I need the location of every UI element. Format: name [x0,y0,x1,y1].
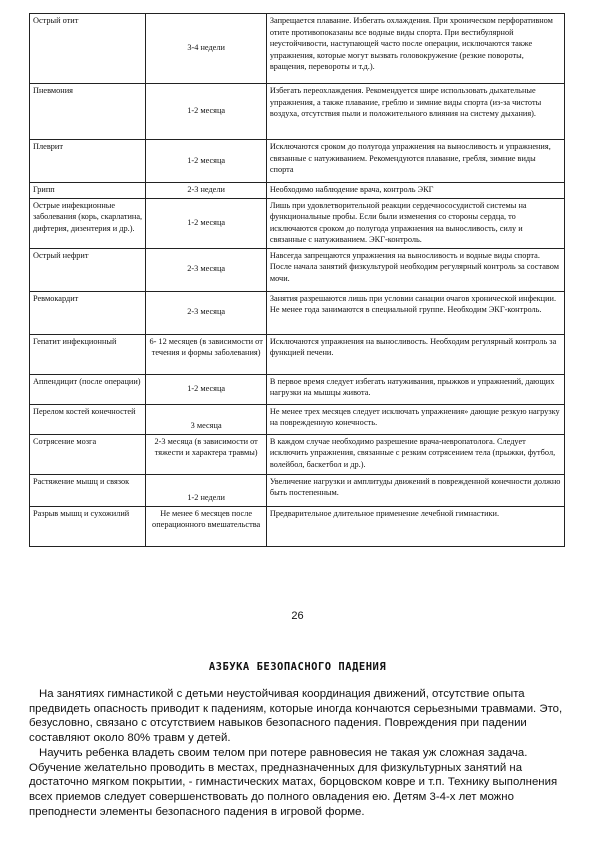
disease-cell: Ревмокардит [30,291,146,334]
table-row [30,183,565,199]
recovery-table [29,13,565,547]
disease-cell: Перелом костей конечностей [30,404,146,434]
table-row [30,248,565,291]
table-row [30,84,565,140]
disease-cell: Пневмония [30,84,146,140]
table-row [30,506,565,546]
disease-cell: Гепатит инфекционный [30,334,146,374]
paragraph: На занятиях гимнастикой с детьми неустойчивая координация движений, отсутствие опыта предвидеть опасность приводит к падениям, которые иногда кончаются серьезными травмами. Это, безусловно, связано с отсутствием навыков безопасного падения. Повреждения при падении составляют около 80% травм у детей. [29,688,563,745]
disease-cell: Острый отит [30,14,146,84]
recommendation-cell: Лишь при удовлетворительной реакции сердечнососудистой системы на функциональные пробы. Если были изменения со стороны сердца, то исключаются сроком до полугода упражнения на выносливость, силу и связанные с натуживанием. ЭКГ-контроль. [266,198,564,248]
duration-cell: 3-4 недели [146,14,266,84]
disease-cell: Плеврит [30,140,146,183]
duration-cell: 2-3 месяца [146,291,266,334]
recommendation-cell: В первое время следует избегать натуживания, прыжков и упражнений, дающих нагрузки на мышцы живота. [266,374,564,404]
recommendation-cell: Избегать переохлаждения. Рекомендуется шире использовать дыхательные упражнения, а также плавание, греблю и зимние виды спорта (из-за чистоты воздуха, отсутствия пыли и положительного влияния на систему дыхания). [266,84,564,140]
recommendation-cell: Увеличение нагрузки и амплитуды движений в поврежденной конечности должно быть постепенным. [266,474,564,506]
duration-cell: Не менее 6 месяцев после операционного вмешательства [146,506,266,546]
duration-cell: 1-2 месяца [146,140,266,183]
recommendation-cell: Занятия разрешаются лишь при условии санации очагов хронической инфекции. Не менее года занимаются в специальной группе. Необходим ЭКГ-контроль. [266,291,564,334]
disease-cell: Острый нефрит [30,248,146,291]
table-row [30,474,565,506]
duration-cell: 1-2 месяца [146,198,266,248]
table-row [30,140,565,183]
duration-cell: 2-3 недели [146,183,266,199]
section-body [29,687,572,819]
table-row [30,374,565,404]
duration-cell: 3 месяца [146,404,266,434]
recommendation-cell: В каждом случае необходимо разрешение врача-невропатолога. Следует исключить упражнения, связанные с резким сотрясением тела (прыжки, футбол, волейбол, баскетбол и др.). [266,434,564,474]
duration-cell: 1-2 месяца [146,374,266,404]
table-row [30,434,565,474]
table-row [30,404,565,434]
disease-cell: Растяжение мышц и связок [30,474,146,506]
table-row [30,14,565,84]
recommendation-cell: Запрещается плавание. Избегать охлаждения. При хроническом перфоративном отите противопоказаны все водные виды спорта. При вестибулярной неустойчивости, наступающей часто после операции, исключаются также упражнения, которые могут вызвать головокружение (резкие повороты, вращения, перевороты и т.д.). [266,14,564,84]
duration-cell: 2-3 месяца [146,248,266,291]
paragraph: Научить ребенка владеть своим телом при потере равновесия не такая уж сложная задача. Обучение желательно проводить в местах, предназначенных для физкультурных занятий на достаточно мягком покрытии, - гимнастических матах, борцовском ковре и т.п. Технику выполнения всех приемов следует совершенствовать до полного овладения ею. Детям 3-4-х лет можно преподнести элементы безопасного падения в игровой форме. [29,746,558,818]
recommendation-cell: Предварительное длительное применение лечебной гимнастики. [266,506,564,546]
duration-cell: 1-2 месяца [146,84,266,140]
section-title: АЗБУКА БЕЗОПАСНОГО ПАДЕНИЯ [208,661,387,673]
disease-cell: Грипп [30,183,146,199]
duration-cell: 2-3 месяца (в зависимости от тяжести и характера травмы) [146,434,266,474]
recommendation-cell: Исключаются упражнения на выносливость. Необходим регулярный контроль за функцией печени. [266,334,564,374]
disease-cell: Аппендицит (после операции) [30,374,146,404]
recommendation-cell: Необходимо наблюдение врача, контроль ЭКГ [266,183,564,199]
disease-cell: Разрыв мышц и сухожилий [30,506,146,546]
recommendation-cell: Исключаются сроком до полугода упражнения на выносливость и упражнения, связанные с натуживанием. Рекомендуются плавание, гребля, зимние виды спорта [266,140,564,183]
recommendation-cell: Не менее трех месяцев следует исключать упражнения» дающие резкую нагрузку на поврежденную конечность. [266,404,564,434]
duration-cell: 6- 12 месяцев (в зависимости от течения и формы заболевания) [146,334,266,374]
table-row [30,198,565,248]
recommendation-cell: Навсегда запрещаются упражнения на выносливость и водные виды спорта. После начала занятий физкультурой необходим регулярный контроль за составом мочи. [266,248,564,291]
table-row [30,334,565,374]
duration-cell: 1-2 недели [146,474,266,506]
table-row [30,291,565,334]
disease-cell: Сотрясение мозга [30,434,146,474]
disease-cell: Острые инфекционные заболевания (корь, скарлатина, дифтерия, дизентерия и др.). [30,198,146,248]
page-number: 26 [291,610,304,622]
